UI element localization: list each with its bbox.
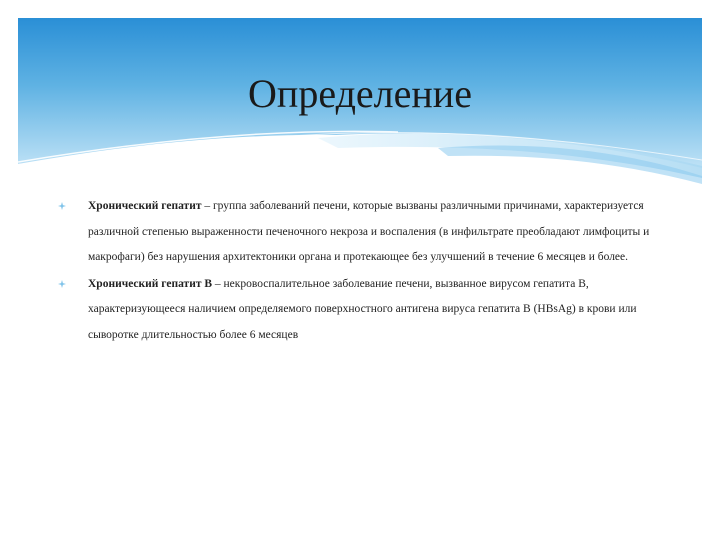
bullet-text: – некровоспалительное заболевание печени, вызванное вирусом гепатита В, характеризующееся наличием определяемого поверхностного антигена вируса гепатита В (HBsAg) в крови или сыворотке длительностью более 6 месяцев [88, 277, 637, 341]
bullet-term: Хронический гепатит В [88, 277, 213, 290]
list-item [58, 194, 658, 271]
page-title: Определение [248, 71, 472, 116]
bullet-term: Хронический гепатит [88, 200, 202, 212]
bullet-text: – группа заболеваний печени, которые вызваны различными причинами, характеризуется различной степенью выраженности печеночного некроза и воспаления (в инфильтрате преобладают лимфоциты и макрофаги) без нарушения архитектоники органа и протекающее без улучшений в течение 6 месяцев и более. [88, 200, 650, 263]
bullet-star-icon [58, 280, 66, 288]
bullet-star-icon [58, 202, 66, 210]
list-item [58, 272, 658, 349]
slide-header [18, 18, 702, 198]
slide-content [58, 194, 658, 349]
